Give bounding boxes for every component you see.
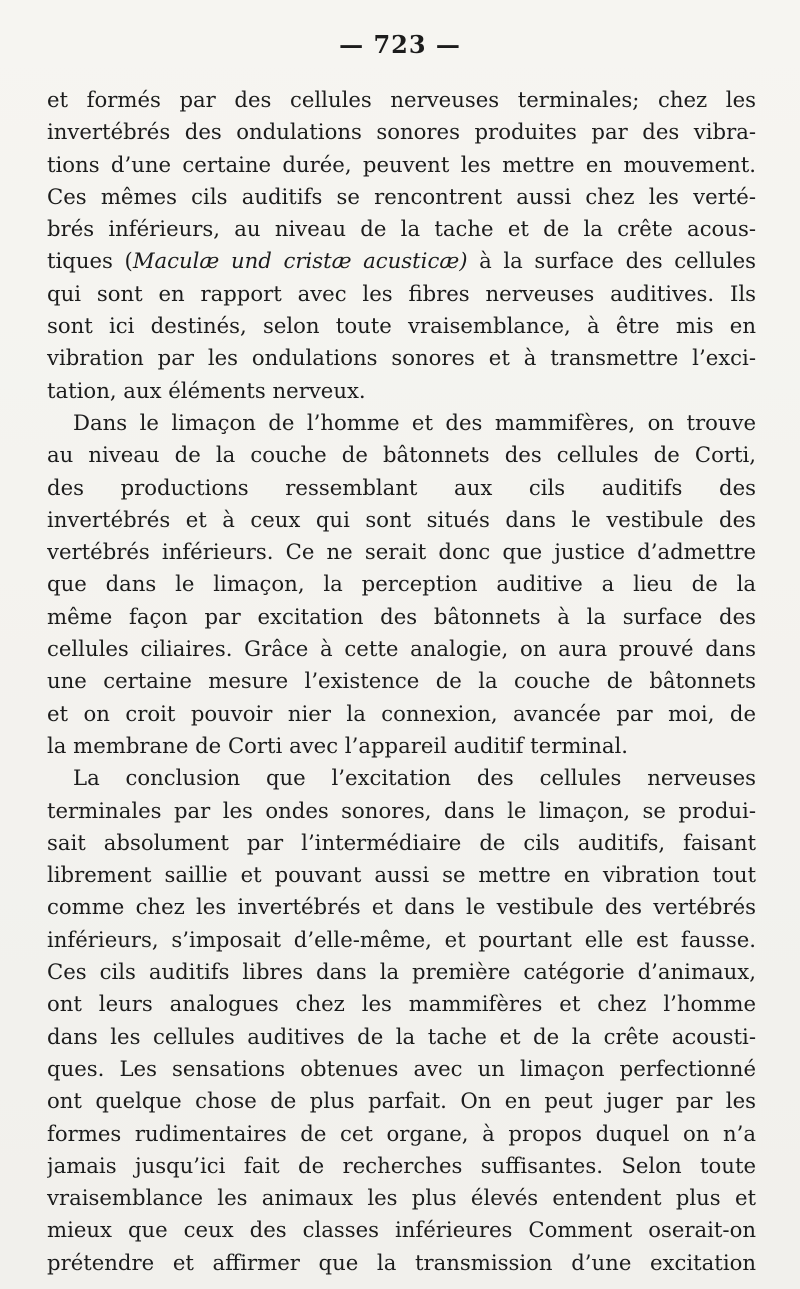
- text-line: invertébrés des ondulations sonores produites par des vibra-: [47, 119, 756, 145]
- text-line: sont ici destinés, selon toute vraisemblance, à être mis en: [47, 313, 756, 339]
- text-line: Dans le limaçon de l’homme et des mammifères, on trouve: [73, 409, 756, 435]
- text-line: et formés par des cellules nerveuses terminales; chez les: [47, 87, 756, 112]
- page-number: — 723 —: [339, 30, 461, 59]
- text-line: brés inférieurs, au niveau de la tache et de la crête acous-: [47, 216, 756, 242]
- text-line: même façon par excitation des bâtonnets à la surface des: [47, 603, 756, 629]
- text-line: ques. Les sensations obtenues avec un limaçon perfectionné: [47, 1055, 756, 1081]
- text-line: jamais jusqu’ici fait de recherches suffisantes. Selon toute: [47, 1152, 756, 1178]
- text-line: vraisemblance les animaux les plus élevés entendent plus et: [47, 1185, 756, 1211]
- text-line: invertébrés et à ceux qui sont situés dans le vestibule des: [47, 506, 756, 532]
- text-line: que dans le limaçon, la perception auditive a lieu de la: [47, 571, 756, 597]
- text-line: Ces cils auditifs libres dans la première catégorie d’animaux,: [47, 959, 756, 985]
- text-segment: tiques (: [47, 248, 133, 274]
- latin-term: Maculæ und cristæ acusticæ): [132, 248, 468, 274]
- text-line: et on croit pouvoir nier la connexion, avancée par moi, de: [47, 700, 756, 726]
- text-line: ont leurs analogues chez les mammifères et chez l’homme: [47, 991, 756, 1017]
- text-line: vertébrés inférieurs. Ce ne serait donc que justice d’admettre: [47, 539, 756, 565]
- text-line: formes rudimentaires de cet organe, à propos duquel on n’a: [47, 1120, 756, 1146]
- text-line: librement saillie et pouvant aussi se mettre en vibration tout: [47, 862, 756, 888]
- text-line: au niveau de la couche de bâtonnets des cellules de Corti,: [47, 442, 756, 468]
- text-line: sait absolument par l’intermédiaire de cils auditifs, faisant: [47, 829, 756, 855]
- text-line: qui sont en rapport avec les fibres nerveuses auditives. Ils: [47, 280, 756, 306]
- text-line: [47, 245, 756, 277]
- text-line: Ces mêmes cils auditifs se rencontrent aussi chez les verté-: [47, 183, 756, 209]
- text-line: prétendre et affirmer que la transmission d’une excitation: [47, 1249, 756, 1275]
- text-line: la membrane de Corti avec l’appareil auditif terminal.: [47, 732, 628, 758]
- text-line: comme chez les invertébrés et dans le vestibule des vertébrés: [47, 894, 756, 920]
- text-line: La conclusion que l’excitation des cellules nerveuses: [73, 765, 756, 791]
- text-line: une certaine mesure l’existence de la couche de bâtonnets: [47, 668, 756, 694]
- text-line: tation, aux éléments nerveux.: [47, 377, 366, 403]
- text-line: mieux que ceux des classes inférieures Comment oserait-on: [47, 1217, 756, 1243]
- text-line: tions d’une certaine durée, peuvent les mettre en mouvement.: [47, 151, 756, 177]
- body-text: [47, 84, 756, 1279]
- text-line: ont quelque chose de plus parfait. On en peut juger par les: [47, 1088, 756, 1114]
- text-line: des productions ressemblant aux cils auditifs des: [47, 474, 756, 500]
- text-line: dans les cellules auditives de la tache et de la crête acousti-: [47, 1023, 756, 1049]
- text-line: terminales par les ondes sonores, dans le limaçon, se produi-: [47, 797, 756, 823]
- text-segment: à la surface des cellules: [467, 248, 756, 274]
- text-line: vibration par les ondulations sonores et à transmettre l’exci-: [47, 345, 756, 371]
- text-line: inférieurs, s’imposait d’elle-même, et pourtant elle est fausse.: [47, 926, 756, 952]
- text-line: cellules ciliaires. Grâce à cette analogie, on aura prouvé dans: [47, 636, 756, 662]
